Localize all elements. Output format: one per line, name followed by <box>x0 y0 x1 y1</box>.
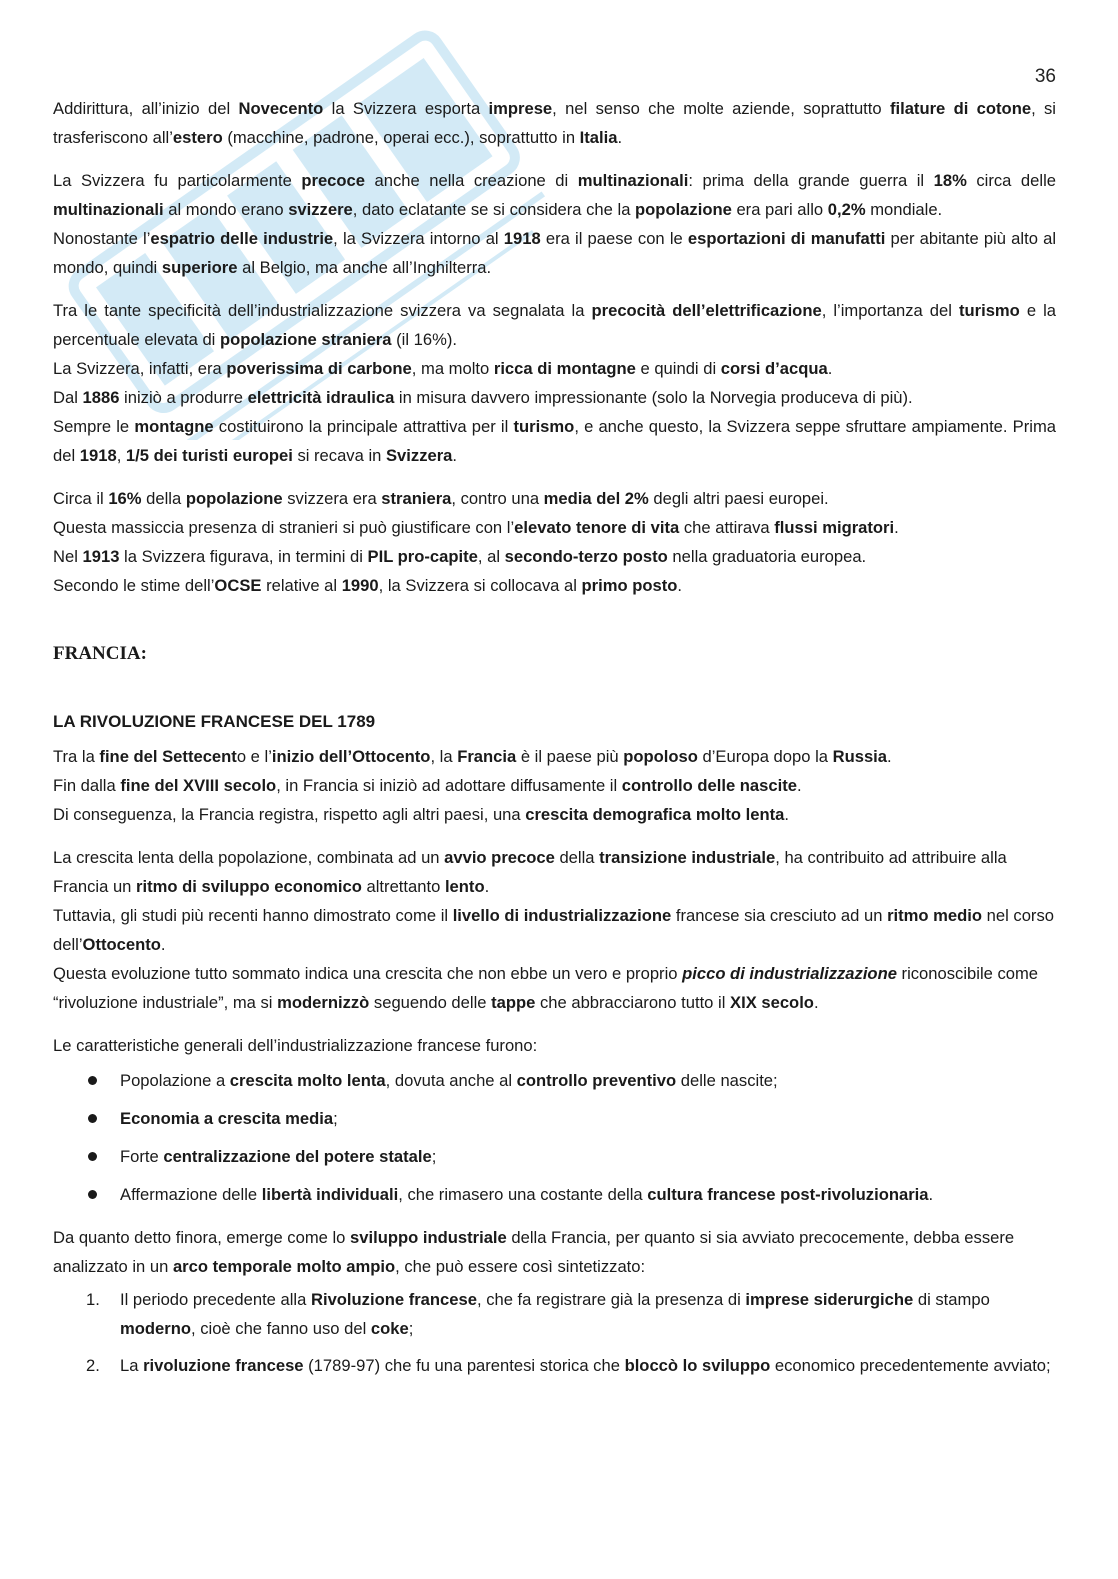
bold-text: montagne <box>134 417 214 436</box>
bold-text: media del 2% <box>543 489 649 508</box>
bold-text: poverissima di carbone <box>226 359 412 378</box>
bold-text: 0,2% <box>827 200 866 219</box>
bold-text: turismo <box>958 301 1020 320</box>
bold-text: Francia <box>457 747 517 766</box>
text-run: . <box>928 1185 934 1204</box>
bold-text: precoce <box>301 171 366 190</box>
bold-text: controllo preventivo <box>516 1071 677 1090</box>
text-run: , che fa registrare già la presenza di <box>476 1290 746 1309</box>
bold-text: 1/5 dei turisti europei <box>125 446 293 465</box>
text-run: , la <box>430 747 458 766</box>
bold-text: multinazionali <box>577 171 689 190</box>
bold-text: moderno <box>120 1319 191 1338</box>
list-item <box>53 1180 1056 1209</box>
text-run: , ma molto <box>411 359 494 378</box>
list-item <box>53 1066 1056 1095</box>
bold-text: sviluppo industriale <box>350 1228 507 1247</box>
bold-text: Novecento <box>238 99 324 118</box>
text-run: , e anche questo, la Svizzera seppe sfruttare ampiamente. Prima del <box>53 417 1056 465</box>
paragraph <box>53 959 1056 1017</box>
text-run: La Svizzera fu particolarmente <box>53 171 302 190</box>
bullet-icon <box>88 1076 97 1085</box>
bold-text: Rivoluzione francese <box>310 1290 477 1309</box>
section-title: FRANCIA: <box>53 643 147 664</box>
text-run: seguendo delle <box>369 993 492 1012</box>
text-run: relative al <box>261 576 342 595</box>
bold-text: arco temporale molto ampio <box>172 1257 396 1276</box>
text-run: , si trasferiscono all’ <box>53 99 1056 147</box>
bold-text: PIL pro-capite <box>367 547 478 566</box>
text-run: della Francia, per quanto si sia avviato precocemente, debba essere analizzato in un <box>53 1228 1015 1276</box>
bold-text: OCSE <box>214 576 262 595</box>
text-run: è il paese più <box>516 747 624 766</box>
paragraph <box>53 843 1056 901</box>
text-run: Questa evoluzione tutto sommato indica una crescita che non ebbe un vero e proprio <box>53 964 683 983</box>
bold-text: popolazione <box>185 489 283 508</box>
text-run: (macchine, padrone, operai ecc.), soprattutto in <box>222 128 580 147</box>
paragraph <box>53 1223 1056 1281</box>
bold-text: filature di cotone <box>889 99 1032 118</box>
bold-text: espatrio delle industrie <box>150 229 334 248</box>
bold-text: 1918 <box>503 229 541 248</box>
bold-text: imprese <box>488 99 553 118</box>
bold-text: 16% <box>108 489 142 508</box>
text-run: riconoscibile come “rivoluzione industriale”, ma si <box>53 964 1039 1012</box>
bold-text: transizione industriale <box>599 848 776 867</box>
text-run: che attirava <box>679 518 775 537</box>
bold-text: 1913 <box>82 547 120 566</box>
text-run: la Svizzera figurava, in termini di <box>119 547 368 566</box>
text-run: Tra le tante specificità dell’industrializzazione svizzera va segnalata la <box>53 301 592 320</box>
text-run: era il paese con le <box>540 229 688 248</box>
bold-text: Italia <box>579 128 618 147</box>
text-run: di stampo <box>913 1290 990 1309</box>
text-run: Popolazione a <box>120 1071 230 1090</box>
text-run: . <box>813 993 819 1012</box>
bold-text: elettricità idraulica <box>247 388 395 407</box>
text-run: e la percentuale elevata di <box>53 301 1057 349</box>
bullet-icon <box>88 1114 97 1123</box>
paragraph <box>53 166 1056 224</box>
bold-text: 1886 <box>82 388 120 407</box>
text-run: . <box>452 446 458 465</box>
text-run: Nel <box>53 547 83 566</box>
text-run: , cioè che fanno uso del <box>191 1319 371 1338</box>
text-run: la Svizzera esporta <box>323 99 489 118</box>
bold-text: crescita demografica molto lenta <box>525 805 785 824</box>
text-run: , che rimasero una costante della <box>398 1185 648 1204</box>
bold-text: rivoluzione francese <box>143 1356 304 1375</box>
text-run: iniziò a produrre <box>119 388 248 407</box>
bold-text: turismo <box>513 417 575 436</box>
text-run: , l’importanza del <box>821 301 959 320</box>
document-body <box>53 94 1056 1388</box>
text-run: La crescita lenta della popolazione, combinata ad un <box>53 848 445 867</box>
paragraph <box>53 742 1056 771</box>
text-run: , che può essere così sintetizzato: <box>395 1257 646 1276</box>
text-run: Tuttavia, gli studi più recenti hanno dimostrato come il <box>53 906 453 925</box>
text-run: Addirittura, all’inizio del <box>53 99 239 118</box>
bold-text: popolazione <box>635 200 732 219</box>
list-item <box>53 1285 1056 1343</box>
bold-text: esportazioni di manufatti <box>687 229 886 248</box>
list-number: 2. <box>86 1356 100 1375</box>
bold-text: modernizzò <box>277 993 370 1012</box>
bold-text: Russia <box>832 747 888 766</box>
paragraph <box>53 571 1056 600</box>
text-run: La <box>120 1356 144 1375</box>
paragraph <box>53 296 1056 354</box>
bold-text: controllo delle nascite <box>621 776 797 795</box>
bold-text: Svizzera <box>385 446 453 465</box>
text-run: degli altri paesi europei. <box>648 489 829 508</box>
text-run: , nel senso che molte aziende, soprattutto <box>552 99 890 118</box>
paragraph <box>53 412 1056 470</box>
text-run: economico precedentemente avviato; <box>770 1356 1051 1375</box>
text-run: Questa massiccia presenza di stranieri si può giustificare con l’ <box>53 518 515 537</box>
bold-text: primo posto <box>581 576 678 595</box>
text-run: nel corso dell’ <box>53 906 1054 954</box>
bold-text: 1990 <box>341 576 379 595</box>
text-run: al Belgio, ma anche all’Inghilterra. <box>237 258 492 277</box>
bold-text: 1918 <box>79 446 117 465</box>
bold-text: fine del Settecent <box>99 747 237 766</box>
list-item <box>53 1142 1056 1171</box>
text-run: ; <box>408 1319 414 1338</box>
bold-text: popolazione straniera <box>219 330 392 349</box>
text-run: Le caratteristiche generali dell’industrializzazione francese furono: <box>53 1036 538 1055</box>
text-run: altrettanto <box>361 877 445 896</box>
list-item-text <box>120 1290 990 1338</box>
text-run: Sempre le <box>53 417 135 436</box>
text-run: , ha contribuito ad attribuire alla Francia un <box>53 848 1007 896</box>
text-run: della <box>554 848 600 867</box>
page-number: 36 <box>1034 66 1056 87</box>
text-run: si recava in <box>292 446 386 465</box>
bold-text: svizzere <box>288 200 353 219</box>
bold-text: ritmo medio <box>887 906 983 925</box>
bold-text: flussi migratori <box>774 518 895 537</box>
bold-text: inizio dell’Ottocento <box>271 747 431 766</box>
text-run: Di conseguenza, la Francia registra, rispetto agli altri paesi, una <box>53 805 526 824</box>
text-run: . <box>887 747 892 766</box>
text-run: e quindi di <box>635 359 721 378</box>
bold-text: coke <box>370 1319 409 1338</box>
text-run: : prima della grande guerra il <box>688 171 934 190</box>
text-run: al mondo erano <box>163 200 289 219</box>
text-run: (1789-97) che fu una parentesi storica che <box>303 1356 625 1375</box>
text-run: , dato eclatante se si considera che la <box>352 200 636 219</box>
paragraph <box>53 901 1056 959</box>
bold-text: bloccò lo sviluppo <box>624 1356 771 1375</box>
bold-text: crescita molto lenta <box>229 1071 386 1090</box>
text-run: Da quanto detto finora, emerge come lo <box>53 1228 351 1247</box>
text-run: La Svizzera, infatti, era <box>53 359 227 378</box>
list-item-text <box>120 1356 1051 1375</box>
text-run: . <box>617 128 623 147</box>
text-run: . <box>484 877 490 896</box>
text-run: . <box>160 935 166 954</box>
bold-text: Ottocento <box>82 935 161 954</box>
list-item-text <box>120 1185 933 1204</box>
text-run: Affermazione delle <box>120 1185 262 1204</box>
text-run: , in Francia si iniziò ad adottare diffusamente il <box>276 776 622 795</box>
bold-text: Economia a crescita media <box>120 1109 334 1128</box>
text-run: per abitante più alto al mondo, quindi <box>53 229 1057 277</box>
numbered-list <box>53 1285 1056 1380</box>
list-item <box>53 1104 1056 1133</box>
bold-text: centralizzazione del potere statale <box>163 1147 432 1166</box>
text-run: , <box>116 446 126 465</box>
text-run: delle nascite; <box>676 1071 778 1090</box>
text-run: , al <box>477 547 505 566</box>
text-run: Fin dalla <box>53 776 121 795</box>
text-run: ; <box>333 1109 338 1128</box>
paragraph <box>53 542 1056 571</box>
text-run: Tra la <box>53 747 100 766</box>
bold-text: libertà individuali <box>261 1185 399 1204</box>
text-run: Secondo le stime dell’ <box>53 576 215 595</box>
text-run: mondiale. <box>865 200 943 219</box>
bullet-list <box>53 1066 1056 1209</box>
text-run: ; <box>431 1147 437 1166</box>
text-run: , dovuta anche al <box>385 1071 517 1090</box>
text-run: costituirono la principale attrattiva per il <box>213 417 514 436</box>
bold-text: popoloso <box>623 747 698 766</box>
list-item-text <box>120 1071 778 1090</box>
text-run: Forte <box>120 1147 164 1166</box>
text-run: . <box>827 359 833 378</box>
text-run: . <box>796 776 802 795</box>
paragraph <box>53 800 1056 829</box>
text-run: o e l’ <box>236 747 272 766</box>
bold-text: ricca di montagne <box>493 359 636 378</box>
text-run: . <box>677 576 683 595</box>
text-run: nella graduatoria europea. <box>667 547 867 566</box>
text-run: . <box>894 518 899 537</box>
bullet-icon <box>88 1152 97 1161</box>
bold-text: fine del XVIII secolo <box>120 776 277 795</box>
bold-text: cultura francese post-rivoluzionaria <box>647 1185 929 1204</box>
list-item-text <box>120 1109 338 1128</box>
bold-text: superiore <box>161 258 238 277</box>
text-run: che abbracciarono tutto il <box>535 993 731 1012</box>
paragraph <box>53 383 1056 412</box>
text-run: anche nella creazione di <box>365 171 578 190</box>
text-run: . <box>784 805 790 824</box>
list-number: 1. <box>86 1290 100 1309</box>
bold-text: lento <box>444 877 485 896</box>
bold-text: elevato tenore di vita <box>514 518 680 537</box>
text-run: svizzera era <box>282 489 382 508</box>
bold-text: 18% <box>933 171 967 190</box>
text-run: Il periodo precedente alla <box>120 1290 311 1309</box>
bold-text: estero <box>172 128 223 147</box>
text-run: circa delle <box>966 171 1056 190</box>
paragraph <box>53 1031 1056 1060</box>
text-run: francese sia cresciuto ad un <box>671 906 888 925</box>
bold-text: straniera <box>381 489 452 508</box>
list-item-text <box>120 1147 436 1166</box>
text-run: , contro una <box>451 489 544 508</box>
text-run: , la Svizzera intorno al <box>333 229 504 248</box>
bold-text: imprese siderurgiche <box>745 1290 914 1309</box>
bold-text: corsi d’acqua <box>720 359 828 378</box>
bold-text: multinazionali <box>53 200 164 219</box>
text-run: d’Europa dopo la <box>697 747 833 766</box>
paragraph <box>53 771 1056 800</box>
paragraph <box>53 484 1056 513</box>
bold-text: tappe <box>491 993 536 1012</box>
text-run: Nonostante l’ <box>53 229 151 248</box>
text-run: in misura davvero impressionante (solo la Norvegia produceva di più). <box>394 388 913 407</box>
bold-text: XIX secolo <box>730 993 814 1012</box>
text-run: era pari allo <box>731 200 828 219</box>
subsection-title: LA RIVOLUZIONE FRANCESE DEL 1789 <box>53 712 376 731</box>
bold-text: avvio precoce <box>444 848 555 867</box>
bold-text: secondo-terzo posto <box>504 547 668 566</box>
bold-text: livello di industrializzazione <box>452 906 672 925</box>
paragraph <box>53 94 1056 152</box>
text-run: della <box>141 489 186 508</box>
paragraph <box>53 513 1056 542</box>
bold-text: picco di industrializzazione <box>682 964 897 983</box>
bold-text: ritmo di sviluppo economico <box>136 877 362 896</box>
list-item <box>53 1351 1056 1380</box>
paragraph <box>53 224 1056 282</box>
text-run: (il 16%). <box>391 330 457 349</box>
text-run: Circa il <box>53 489 109 508</box>
bold-text: precocità dell’elettrificazione <box>591 301 822 320</box>
text-run: , la Svizzera si collocava al <box>378 576 582 595</box>
text-run: Dal <box>53 388 83 407</box>
bullet-icon <box>88 1190 97 1199</box>
paragraph <box>53 354 1056 383</box>
